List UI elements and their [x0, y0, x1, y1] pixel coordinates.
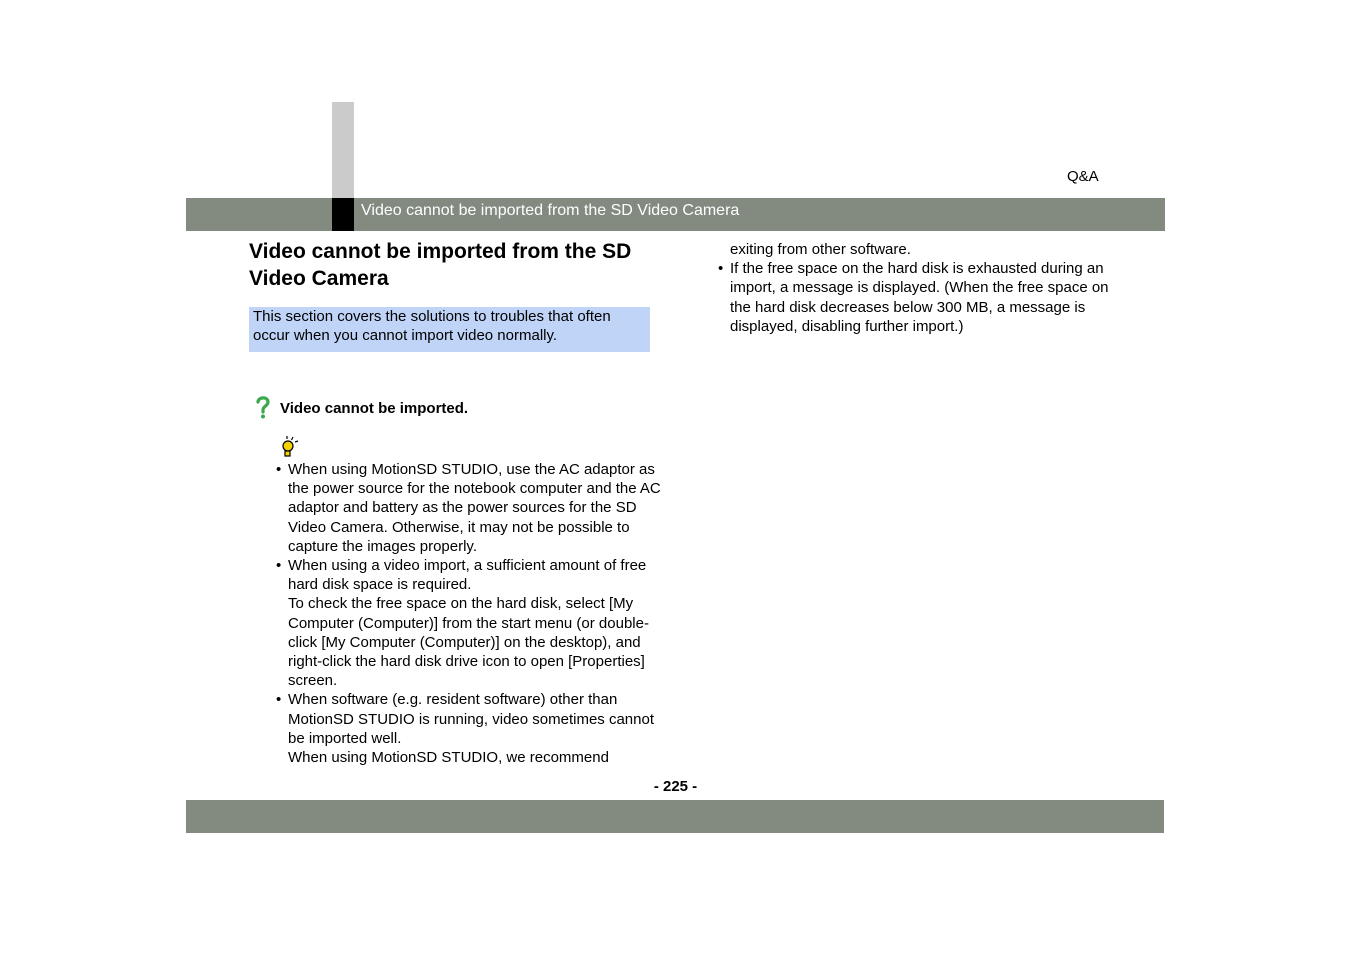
list-item: [276, 690, 666, 767]
page-number: - 225 -: [653, 778, 698, 795]
section-label: Q&A: [1067, 168, 1099, 185]
question-heading: Video cannot be imported.: [280, 400, 469, 417]
intro-box: [249, 307, 650, 352]
list-item-text: To check the free space on the hard disk, select [My Computer (Computer)] from the start menu (or double-click [My Computer (Computer)] on the desktop), and right-click the hard disk drive icon to open [Properties] screen.: [288, 595, 649, 690]
lightbulb-icon: [280, 434, 302, 462]
list-item-text: If the free space on the hard disk is exhausted during an import, a message is displayed. (When the free space on the hard disk decreases below 300 MB, a message is displayed, disabling further import.): [730, 260, 1109, 335]
answer-list-continued: [718, 240, 1118, 336]
list-item-text: exiting from other software.: [730, 241, 911, 258]
list-item-text: When using a video import, a sufficient amount of free hard disk space is required.: [288, 557, 647, 594]
header-title: Video cannot be imported from the SD Video Camera: [361, 202, 740, 219]
list-item-continuation: [718, 240, 1118, 259]
page-title: Video cannot be imported from the SD Video Camera: [249, 240, 632, 290]
footer-band: [186, 800, 1164, 833]
list-item-text: When using MotionSD STUDIO, use the AC adaptor as the power source for the notebook computer and the AC adaptor and battery as the power sources for the SD Video Camera. Otherwise, it may not be possible to capture the images properly.: [288, 461, 661, 555]
bullet: •: [276, 461, 282, 478]
bullet: •: [718, 260, 724, 278]
intro-text: This section covers the solutions to troubles that often occur when you cannot import video normally.: [253, 308, 611, 344]
list-item-text: When using MotionSD STUDIO, we recommend: [288, 749, 609, 767]
list-item: [718, 259, 1118, 336]
list-item: [276, 556, 666, 690]
list-item: [276, 460, 666, 556]
list-item-text: When software (e.g. resident software) other than MotionSD STUDIO is running, video sometimes cannot be imported well.: [288, 691, 654, 747]
answer-list: [276, 460, 666, 767]
bullet: •: [276, 557, 282, 575]
bullet: •: [276, 691, 282, 709]
header-tab-marker: [332, 198, 354, 231]
header-tab-decoration: [332, 102, 354, 198]
question-mark-icon: [252, 394, 274, 420]
